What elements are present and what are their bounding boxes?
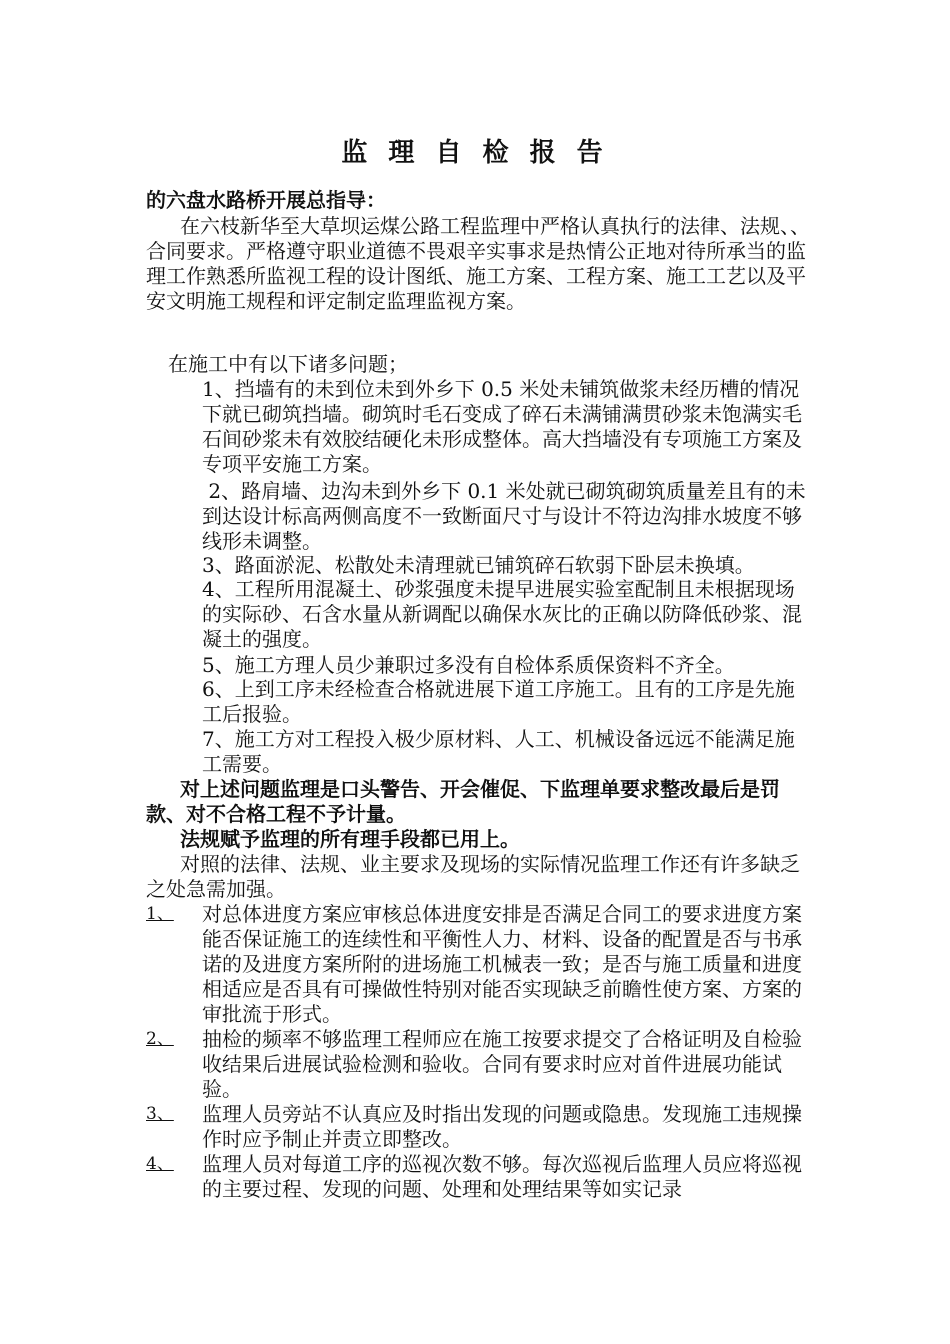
improvement-text: 对总体进度方案应审核总体进度安排是否满足合同工的要求进度方案能否保证施工的连续性和平衡性人力、材料、设备的配置是否与书承诺的及进度方案所附的进场施工机械表一致；是否与施工质量和进度相适应是否具有可操做性特别对能否实现缺乏前瞻性使方案、方案的审批流于形式。 — [202, 902, 802, 1026]
problem-item: 6、上到工序未经检查合格就进展下道工序施工。且有的工序是先施工后报验。 — [202, 677, 795, 726]
document-subheading: 的六盘水路桥开展总指导： — [146, 188, 386, 212]
improvement-number: 3、 — [146, 1104, 174, 1124]
problem-item: 5、施工方理人员少兼职过多没有自检体系质保资料不齐全。 — [202, 653, 735, 677]
problem-item: 4、工程所用混凝土、砂浆强度未提早进展实验室配制且未根据现场的实际砂、石含水量从新调配以确保水灰比的正确以防降低砂浆、混凝土的强度。 — [202, 577, 802, 651]
problem-item: 3、路面淤泥、松散处未清理就已铺筑碎石软弱下卧层未换填。 — [202, 553, 755, 577]
bold-statement: 对上述问题监理是口头警告、开会催促、下监理单要求整改最后是罚款、对不合格工程不予计量。 — [146, 777, 780, 826]
improvement-text: 监理人员旁站不认真应及时指出发现的问题或隐患。发现施工违规操作时应予制止并责立即整改。 — [202, 1102, 802, 1151]
problem-item: 2、路肩墙、边沟未到外乡下 0.1 米处就已砌筑砌筑质量差且有的未到达设计标高两侧高度不一致断面尺寸与设计不符边沟排水坡度不够线形未调整。 — [202, 479, 806, 553]
document-title: 监 理 自 检 报 告 — [341, 138, 609, 168]
intro-paragraph: 在六枝新华至大草坝运煤公路工程监理中严格认真执行的法律、法规、、合同要求。严格遵守职业道德不畏艰辛实事求是热情公正地对待所承当的监理工作熟悉所监视工程的设计图纸、施工方案、工程方案、施工工艺以及平安文明施工规程和评定制定监理监视方案。 — [146, 214, 810, 313]
improvement-number: 2、 — [146, 1029, 174, 1049]
problems-intro: 在施工中有以下诸多问题； — [168, 352, 408, 376]
bold-statement-2: 法规赋予监理的所有理手段都已用上。 — [180, 827, 520, 851]
improvement-text: 抽检的频率不够监理工程师应在施工按要求提交了合格证明及自检验收结果后进展试验检测和验收。合同有要求时应对首件进展功能试验。 — [202, 1027, 802, 1101]
problem-item: 1、挡墙有的未到位未到外乡下 0.5 米处未铺筑做浆未经历槽的情况下就已砌筑挡墙。砌筑时毛石变成了碎石未满铺满贯砂浆未饱满实毛石间砂浆未有效胶结硬化未形成整体。高大挡墙没有专项施工方案及专项平安施工方案。 — [202, 377, 802, 476]
problem-item: 7、施工方对工程投入极少原材料、人工、机械设备远远不能满足施工需要。 — [202, 727, 795, 776]
contrast-paragraph: 对照的法律、法规、业主要求及现场的实际情况监理工作还有许多缺乏之处急需加强。 — [146, 852, 800, 901]
improvement-text: 监理人员对每道工序的巡视次数不够。每次巡视后监理人员应将巡视的主要过程、发现的问题、处理和处理结果等如实记录 — [202, 1152, 802, 1201]
improvement-number: 4、 — [146, 1154, 174, 1174]
improvement-number: 1、 — [146, 904, 174, 924]
